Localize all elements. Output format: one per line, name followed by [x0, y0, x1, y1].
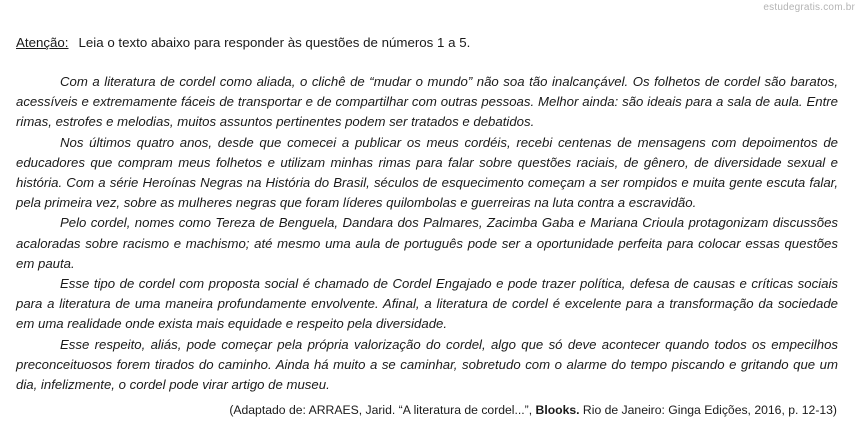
paragraph-4: Esse tipo de cordel com proposta social é chamado de Cordel Engajado e pode trazer política, defesa de causas e críticas sociais para a literatura de uma maneira profundamente envolvente. Afinal, a literatura de cordel é excelente para a transformação da sociedade em uma realidade onde exista mais equidade e respeito pela diversidade. [16, 276, 838, 332]
paragraph-1: Com a literatura de cordel como aliada, o clichê de “mudar o mundo” não soa tão inalcançável. Os folhetos de cordel são baratos, acessíveis e extremamente fáceis de transportar e de compartilhar com outras pessoas. Melhor ainda: são ideais para a sala de aula. Entre rimas, estrofes e melodias, muitos assuntos pertinentes podem ser tratados e debatidos. [16, 74, 838, 130]
source-citation [229, 403, 837, 417]
paragraph-3: Pelo cordel, nomes como Tereza de Benguela, Dandara dos Palmares, Zacimba Gaba e Mariana Crioula protagonizam discussões acaloradas sobre racismo e machismo; até mesmo uma aula de português pode ser a oportunidade perfeita para colocar essas questões em pauta. [16, 215, 838, 271]
attention-instruction [16, 35, 470, 50]
site-watermark: estudegratis.com.br [763, 2, 855, 13]
attention-label: Atenção: [16, 35, 69, 50]
reading-passage [16, 72, 838, 395]
source-suffix: Rio de Janeiro: Ginga Edições, 2016, p. 12-13) [579, 403, 837, 417]
source-publisher: Blooks. [535, 403, 580, 417]
source-prefix: (Adaptado de: ARRAES, Jarid. “A literatura de cordel...”, [229, 403, 536, 417]
paragraph-2: Nos últimos quatro anos, desde que comecei a publicar os meus cordéis, recebi centenas de mensagens com depoimentos de educadores que compram meus folhetos e utilizam minhas rimas para falar sobre questões raciais, de gênero, de diversidade sexual e história. Com a série Heroínas Negras na História do Brasil, séculos de esquecimento começam a ser rompidos e muita gente escuta falar, pela primeira vez, sobre as mulheres negras que foram líderes quilombolas e guerreiras na luta contra a escravidão. [16, 134, 838, 211]
paragraph-5: Esse respeito, aliás, pode começar pela própria valorização do cordel, algo que só deve acontecer quando todos os empecilhos preconceituosos forem tirados do caminho. Ainda há muito a se caminhar, sobretudo com o alarme do tempo piscando e gritando que um dia, infelizmente, o cordel pode virar artigo de museu. [16, 336, 838, 393]
attention-text: Leia o texto abaixo para responder às questões de números 1 a 5. [78, 35, 471, 50]
